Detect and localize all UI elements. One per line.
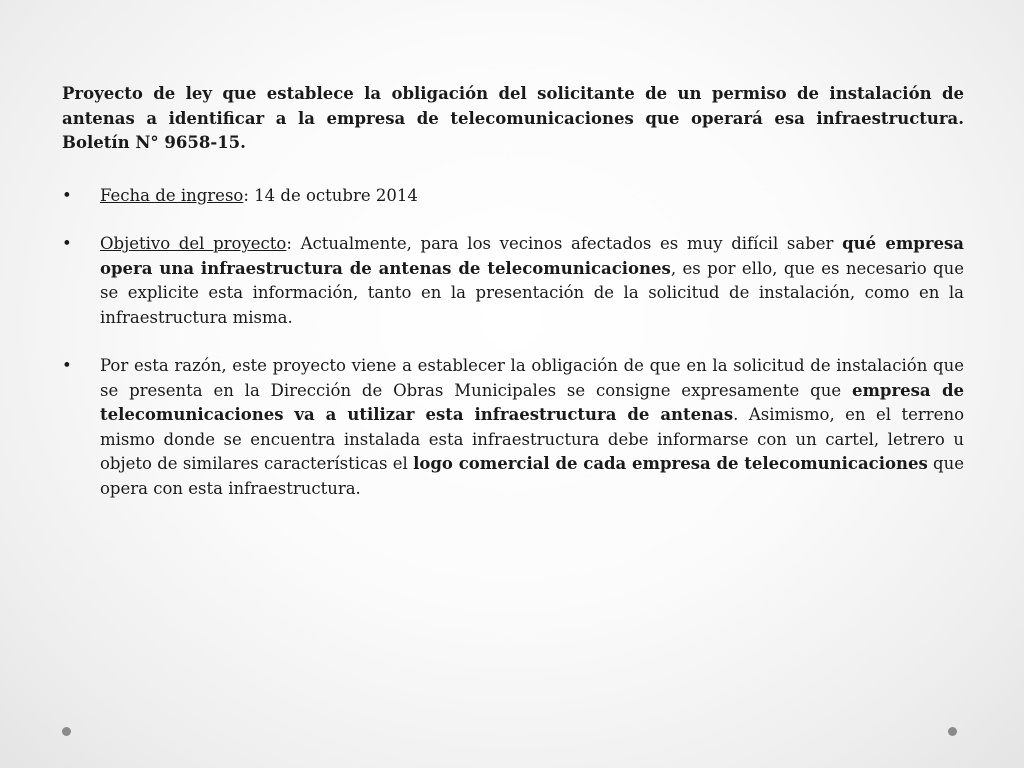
razon-text-2: . Asimismo, en el terreno mismo donde se encuentra instalada esta infraestructura debe informarse con un cartel, letrero u objeto de similares características el [100, 405, 965, 473]
objetivo-bold-1: qué empresa opera una infraestructura de antenas de telecomunicaciones [100, 234, 964, 278]
bullet-icon: • [62, 356, 72, 375]
objetivo-label: Objetivo del proyecto [100, 234, 287, 253]
objetivo-separator: : [286, 234, 301, 253]
razon-text-1: Por esta razón, este proyecto viene a establecer la obligación de que en la solicitud de instalación que se presenta en la Dirección de Obras Municipales se consigne expresamente que [100, 356, 964, 400]
slide-title: Proyecto de ley que establece la obligación del solicitante de un permiso de instalación de antenas a identificar a la empresa de telecomunicaciones que operará esa infraestructura. Boletín N° 9658-15. [62, 84, 964, 152]
bullet-objetivo [62, 232, 964, 330]
bullet-fecha-ingreso [62, 184, 964, 209]
bullet-razon [62, 354, 964, 501]
razon-bold-2: logo comercial de cada empresa de telecomunicaciones [413, 454, 928, 473]
bullet-icon: • [62, 185, 72, 205]
slide-content [62, 82, 964, 525]
corner-dot-left-icon [62, 727, 71, 736]
objetivo-text-1: Actualmente, para los vecinos afectados es muy difícil saber [300, 234, 843, 253]
objetivo-text-2: , es por ello, que es necesario que se explicite esta información, tanto en la presentación de la solicitud de instalación, como en la infraestructura misma. [100, 258, 965, 327]
fecha-ingreso-separator: : [243, 185, 255, 205]
bullet-icon: • [62, 234, 72, 253]
fecha-ingreso-label: Fecha de ingreso [100, 185, 244, 205]
razon-bold-1: empresa de telecomunicaciones va a utilizar esta infraestructura de antenas [100, 380, 964, 424]
fecha-ingreso-value: 14 de octubre 2014 [254, 185, 418, 205]
bullet-list [62, 184, 964, 502]
corner-dot-right-icon [948, 727, 957, 736]
razon-text-3: que opera con esta infraestructura. [100, 454, 964, 498]
